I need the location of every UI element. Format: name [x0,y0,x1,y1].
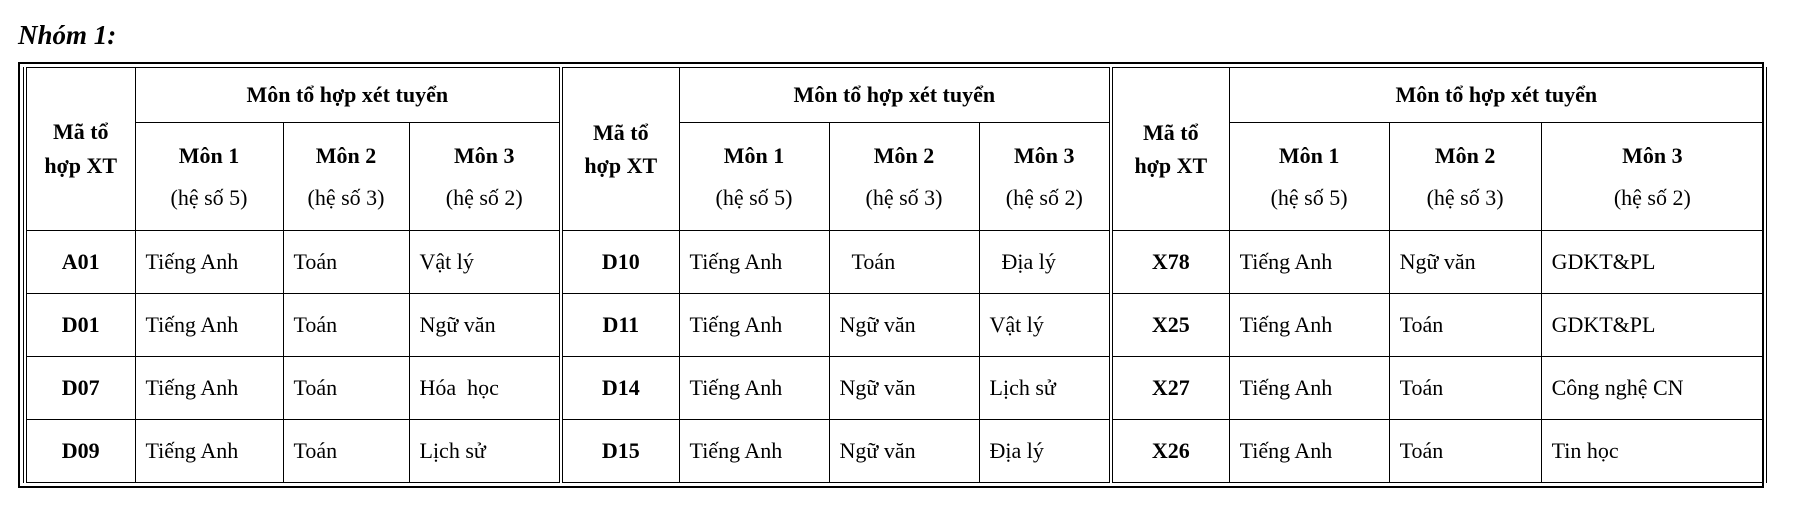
combo-code: D15 [561,420,679,483]
code-header-g2 [561,68,679,231]
subject-2-cell: Ngữ văn [1389,231,1541,294]
subject-header-3 [979,123,1111,231]
header-row-1 [25,68,1765,123]
subject-name: Môn 1 [723,142,785,168]
subject-2-cell: Toán [829,231,979,294]
subject-3-cell: Vật lý [979,294,1111,357]
subject-name: Môn 2 [873,142,935,168]
table-row [25,420,1765,483]
subject-3-cell: Lịch sử [979,357,1111,420]
subject-1-cell: Tiếng Anh [135,420,283,483]
combo-code: A01 [25,231,135,294]
subject-3-cell: Vật lý [409,231,561,294]
subject-header-2 [1389,123,1541,231]
subject-weight: (hệ số 3) [307,184,385,210]
subject-1-cell: Tiếng Anh [1229,231,1389,294]
subject-1-cell: Tiếng Anh [679,420,829,483]
subject-weight: (hệ số 3) [865,184,943,210]
subject-header-2 [829,123,979,231]
subject-header-1 [1229,123,1389,231]
subject-name: Môn 1 [1278,142,1340,168]
subject-header-1 [135,123,283,231]
combo-code: X26 [1111,420,1229,483]
subject-1-cell: Tiếng Anh [135,357,283,420]
subject-name: Môn 3 [454,142,515,168]
subject-3-cell: Công nghệ CN [1541,357,1765,420]
code-header-label: Mã tổ hợp XT [1134,120,1208,178]
subject-weight: (hệ số 5) [170,184,248,210]
group-title: Nhóm 1: [18,20,117,50]
subject-header-3 [409,123,561,231]
subject-3-cell: Tin học [1541,420,1765,483]
code-header-label: Mã tổ hợp XT [44,118,118,178]
subject-1-cell: Tiếng Anh [135,294,283,357]
combo-code: D09 [25,420,135,483]
subject-header-3 [1541,123,1765,231]
subject-2-cell: Toán [1389,294,1541,357]
subject-2-cell: Toán [283,231,409,294]
subject-weight: (hệ số 5) [1270,184,1348,210]
combo-code: D07 [25,357,135,420]
header-row-2 [25,123,1765,231]
subject-3-cell: Địa lý [979,231,1111,294]
group-header-g2: Môn tổ hợp xét tuyển [679,68,1111,123]
code-header-label: Mã tổ hợp XT [584,120,658,178]
combo-code: X25 [1111,294,1229,357]
subject-header-2 [283,123,409,231]
subject-2-cell: Toán [283,294,409,357]
group-header-g3: Môn tổ hợp xét tuyển [1229,68,1765,123]
subject-weight: (hệ số 3) [1426,184,1504,210]
subject-1-cell: Tiếng Anh [679,357,829,420]
subject-weight: (hệ số 5) [715,184,793,210]
subject-2-cell: Toán [283,420,409,483]
subject-name: Môn 1 [178,142,240,168]
combination-table-frame [18,62,1764,488]
subject-2-cell: Toán [283,357,409,420]
subject-1-cell: Tiếng Anh [1229,420,1389,483]
code-header-g1 [25,68,135,231]
combo-code: X78 [1111,231,1229,294]
subject-1-cell: Tiếng Anh [1229,294,1389,357]
subject-1-cell: Tiếng Anh [135,231,283,294]
subject-weight: (hệ số 2) [1613,184,1691,210]
subject-2-cell: Ngữ văn [829,420,979,483]
subject-weight: (hệ số 2) [1005,184,1083,210]
subject-1-cell: Tiếng Anh [1229,357,1389,420]
subject-3-cell: Hóa học [409,357,561,420]
combination-table [23,67,1767,483]
subject-3-cell: Lịch sử [409,420,561,483]
subject-name: Môn 3 [1622,142,1683,168]
combo-code: D14 [561,357,679,420]
subject-1-cell: Tiếng Anh [679,294,829,357]
code-header-g3 [1111,68,1229,231]
combo-code: D01 [25,294,135,357]
subject-2-cell: Toán [1389,420,1541,483]
subject-name: Môn 2 [315,142,377,168]
subject-header-1 [679,123,829,231]
subject-2-cell: Toán [1389,357,1541,420]
combo-code: D11 [561,294,679,357]
subject-name: Môn 2 [1434,142,1496,168]
subject-1-cell: Tiếng Anh [679,231,829,294]
subject-3-cell: GDKT&PL [1541,294,1765,357]
subject-2-cell: Ngữ văn [829,357,979,420]
subject-3-cell: Ngữ văn [409,294,561,357]
subject-weight: (hệ số 2) [445,184,523,210]
combo-code: D10 [561,231,679,294]
table-row [25,294,1765,357]
combo-code: X27 [1111,357,1229,420]
table-row [25,231,1765,294]
table-row [25,357,1765,420]
group-header-g1: Môn tổ hợp xét tuyển [135,68,561,123]
subject-2-cell: Ngữ văn [829,294,979,357]
subject-3-cell: GDKT&PL [1541,231,1765,294]
subject-3-cell: Địa lý [979,420,1111,483]
subject-name: Môn 3 [1014,142,1075,168]
